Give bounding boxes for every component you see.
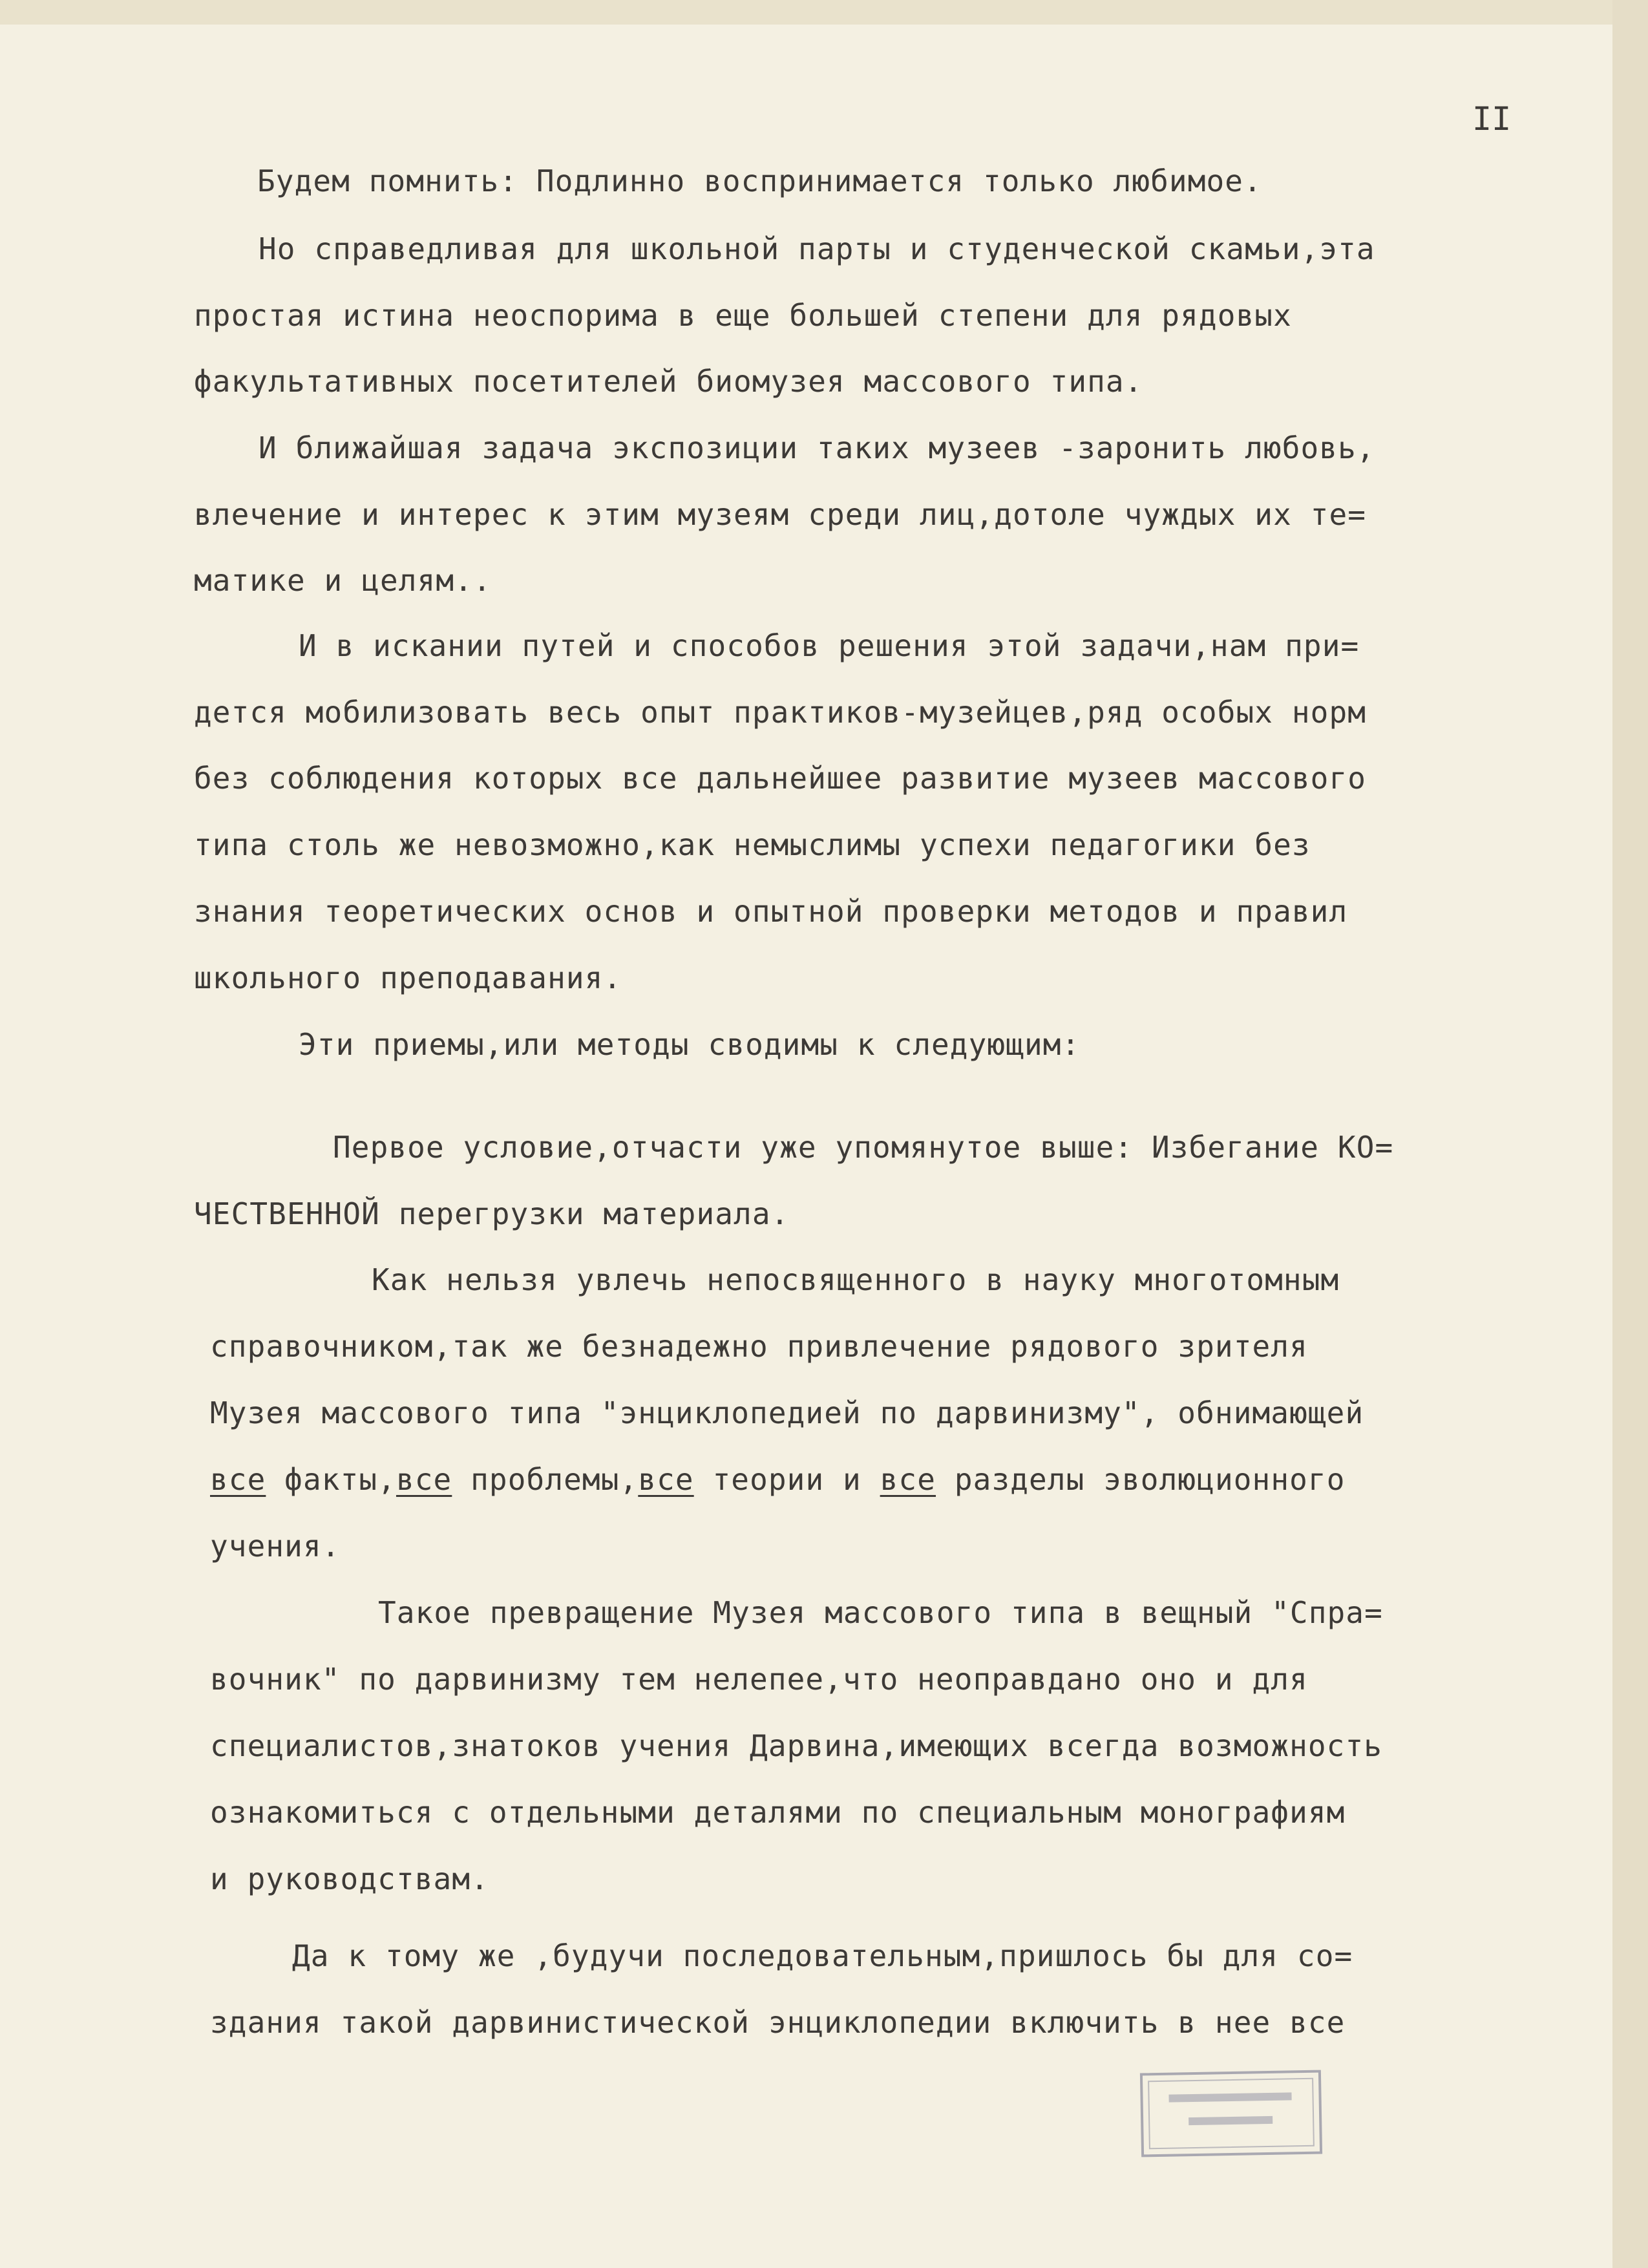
text-line-24: специалистов,знатоков учения Дарвина,имеющих всегда возможность	[210, 1728, 1383, 1763]
underlined-word: все	[880, 1462, 936, 1497]
text-line-11: типа столь же невозможно,как немыслимы успехи педагогики без	[194, 827, 1311, 862]
text-line-5: И ближайшая задача экспозиции таких музеев -заронить любовь,	[259, 430, 1375, 465]
underlined-word: все	[638, 1462, 694, 1497]
text-line-26: и руководствам.	[210, 1861, 489, 1896]
text-line-2: Но справедливая для школьной парты и студенческой скамьи,эта	[259, 231, 1375, 266]
text-segment: теории и	[693, 1462, 880, 1497]
text-line-13: школьного преподавания.	[194, 960, 622, 995]
text-segment: факты,	[266, 1462, 396, 1497]
page-top-edge	[0, 0, 1612, 25]
text-line-22: Такое превращение Музея массового типа в вещный "Спра=	[378, 1595, 1383, 1630]
text-line-16: ЧЕСТВЕННОЙ перегрузки материала.	[194, 1196, 790, 1231]
text-segment: проблемы,	[452, 1462, 639, 1497]
text-segment: разделы эволюционного	[936, 1462, 1346, 1497]
text-line-8: И в искании путей и способов решения этой задачи,нам при=	[299, 628, 1360, 663]
text-line-6: влечение и интерес к этим музеям среди лиц,дотоле чуждых их те=	[194, 497, 1367, 532]
text-line-18: справочником,так же безнадежно привлечение рядового зрителя	[210, 1329, 1308, 1364]
text-line-7: матике и целям..	[194, 563, 492, 598]
stamp-line-2	[1188, 2116, 1273, 2125]
text-line-23: вочник" по дарвинизму тем нелепее,что неоправдано оно и для	[210, 1662, 1308, 1697]
text-line-25: ознакомиться с отдельными деталями по специальным монографиям	[210, 1795, 1346, 1830]
text-line-9: дется мобилизовать весь опыт практиков-музейцев,ряд особых норм	[194, 695, 1367, 730]
archive-stamp	[1140, 2070, 1322, 2157]
text-line-4: факультативных посетителей биомузея массового типа.	[194, 364, 1143, 399]
text-line-28: здания такой дарвинистической энциклопедии включить в нее все	[210, 2005, 1346, 2040]
text-line-3: простая истина неоспорима в еще большей степени для рядовых	[194, 298, 1292, 333]
page-number: II	[1472, 100, 1512, 138]
underlined-word: все	[396, 1462, 452, 1497]
text-line-19: Музея массового типа "энциклопедией по дарвинизму", обнимающей	[210, 1395, 1364, 1430]
text-line-27: Да к тому же ,будучи последовательным,пришлось бы для со=	[292, 1938, 1353, 1973]
text-line-12: знания теоретических основ и опытной проверки методов и правил	[194, 894, 1348, 929]
page-right-edge	[1612, 0, 1648, 2268]
text-line-15: Первое условие,отчасти уже упомянутое выше: Избегание КО=	[333, 1130, 1394, 1165]
text-line-20	[210, 1460, 1346, 1499]
text-line-17: Как нельзя увлечь непосвященного в науку многотомным	[372, 1262, 1340, 1297]
text-line-21: учения.	[210, 1529, 341, 1563]
underlined-word: все	[210, 1462, 266, 1497]
text-line-1: Будем помнить: Подлинно воспринимается только любимое.	[257, 164, 1262, 198]
text-line-14: Эти приемы,или методы сводимы к следующим:	[299, 1027, 1081, 1062]
text-line-10: без соблюдения которых все дальнейшее развитие музеев массового	[194, 761, 1367, 796]
